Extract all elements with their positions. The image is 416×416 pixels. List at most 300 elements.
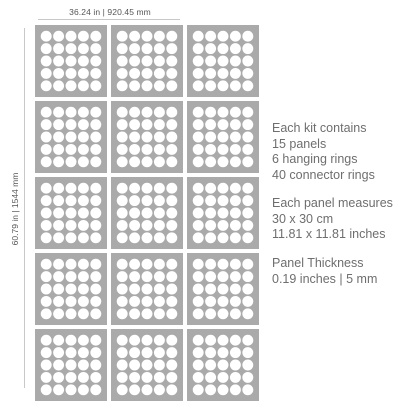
panel-hole <box>142 232 153 243</box>
panel-hole <box>242 372 253 383</box>
panel-hole <box>53 284 64 295</box>
panel-hole <box>90 296 101 307</box>
panel-hole <box>193 68 204 79</box>
panel-hole <box>218 232 229 243</box>
panel-hole <box>41 132 52 143</box>
panel-hole <box>90 335 101 346</box>
panel-hole <box>193 132 204 143</box>
panel-hole <box>142 183 153 194</box>
panel-hole <box>117 43 128 54</box>
panel <box>111 329 183 401</box>
panel-hole <box>41 296 52 307</box>
panel-hole <box>205 56 216 67</box>
panel-measurements <box>272 196 393 243</box>
kit-title: Each kit contains <box>272 121 367 135</box>
panel-hole <box>117 195 128 206</box>
panel-hole <box>66 68 77 79</box>
panel-hole <box>205 208 216 219</box>
panel-hole <box>193 31 204 42</box>
panel-hole <box>154 183 165 194</box>
panel-hole <box>78 56 89 67</box>
panel-hole <box>193 144 204 155</box>
panel-hole <box>129 31 140 42</box>
panel-hole <box>66 271 77 282</box>
panel-hole <box>41 144 52 155</box>
panel-hole <box>66 284 77 295</box>
height-dimension-label: 60.79 in | 1544 mm <box>10 172 20 246</box>
panel-hole <box>242 360 253 371</box>
panel-hole <box>129 132 140 143</box>
panel-hole <box>242 232 253 243</box>
panel-hole <box>218 347 229 358</box>
panel-hole <box>142 360 153 371</box>
panel-hole <box>41 119 52 130</box>
panel-hole <box>90 68 101 79</box>
panel-hole <box>242 144 253 155</box>
panel-hole <box>193 271 204 282</box>
panel-hole <box>218 271 229 282</box>
panel-hole <box>154 43 165 54</box>
panel-hole <box>129 144 140 155</box>
panel-hole <box>117 183 128 194</box>
panel-hole <box>90 132 101 143</box>
panel-hole <box>53 372 64 383</box>
panel-hole <box>117 296 128 307</box>
panel-hole <box>230 208 241 219</box>
panel-hole <box>142 107 153 118</box>
panel-hole <box>66 119 77 130</box>
panel-hole <box>78 372 89 383</box>
panel-hole <box>78 68 89 79</box>
panel-hole <box>193 119 204 130</box>
panel-hole <box>78 119 89 130</box>
kit-contents <box>272 121 375 183</box>
panel-hole <box>230 271 241 282</box>
panel-hole <box>117 119 128 130</box>
panel-hole <box>78 296 89 307</box>
panel-hole <box>78 80 89 91</box>
panel-hole <box>90 107 101 118</box>
panel-hole <box>129 372 140 383</box>
panel-hole <box>117 107 128 118</box>
panel-hole <box>117 144 128 155</box>
panel-hole <box>230 296 241 307</box>
panel-hole <box>90 31 101 42</box>
panel-hole <box>218 384 229 395</box>
panel-hole <box>230 31 241 42</box>
panel-hole <box>53 56 64 67</box>
panel-hole <box>66 259 77 270</box>
panel-hole <box>90 208 101 219</box>
panel-hole <box>117 68 128 79</box>
panel-hole <box>142 308 153 319</box>
panel-hole <box>230 347 241 358</box>
panel-hole <box>193 43 204 54</box>
panel-hole <box>78 107 89 118</box>
panel-hole <box>90 372 101 383</box>
panel-hole <box>142 384 153 395</box>
panel-hole <box>129 80 140 91</box>
panel-hole <box>90 347 101 358</box>
panel-hole <box>205 360 216 371</box>
panel-hole <box>129 56 140 67</box>
panel-hole <box>205 68 216 79</box>
panel-hole <box>41 195 52 206</box>
panel-hole <box>193 347 204 358</box>
panel-hole <box>230 68 241 79</box>
panel-hole <box>205 347 216 358</box>
panel-hole <box>218 80 229 91</box>
panel-hole <box>205 183 216 194</box>
panel-hole <box>90 384 101 395</box>
panel-hole <box>154 308 165 319</box>
panel-hole <box>218 220 229 231</box>
panel-hole <box>117 335 128 346</box>
panel-hole <box>242 271 253 282</box>
measure-title: Each panel measures <box>272 196 393 210</box>
panel-hole <box>41 80 52 91</box>
panel-hole <box>193 384 204 395</box>
panel-hole <box>66 232 77 243</box>
panel-hole <box>218 31 229 42</box>
panel-hole <box>90 183 101 194</box>
panel-hole <box>166 183 177 194</box>
panel-hole <box>41 384 52 395</box>
thickness-value: 0.19 inches | 5 mm <box>272 271 378 286</box>
panel-hole <box>154 335 165 346</box>
panel-hole <box>66 208 77 219</box>
width-dimension-label: 36.24 in | 920.45 mm <box>69 7 151 17</box>
panel-hole <box>66 335 77 346</box>
panel-hole <box>218 132 229 143</box>
panel-hole <box>129 208 140 219</box>
panel-hole <box>78 335 89 346</box>
panel-hole <box>90 195 101 206</box>
panel <box>187 253 259 325</box>
panel-hole <box>90 119 101 130</box>
panel-hole <box>78 195 89 206</box>
panel-hole <box>230 335 241 346</box>
panel-hole <box>142 119 153 130</box>
panel-hole <box>230 56 241 67</box>
panel-hole <box>66 107 77 118</box>
panel-hole <box>193 308 204 319</box>
panel-hole <box>129 259 140 270</box>
panel-hole <box>142 347 153 358</box>
panel-hole <box>53 220 64 231</box>
panel-hole <box>78 43 89 54</box>
panel-hole <box>117 384 128 395</box>
panel-hole <box>90 259 101 270</box>
panel-hole <box>78 384 89 395</box>
panel-hole <box>154 271 165 282</box>
panel-hole <box>242 132 253 143</box>
panel-hole <box>193 284 204 295</box>
panel-hole <box>117 259 128 270</box>
panel-thickness <box>272 256 377 287</box>
panel-hole <box>129 308 140 319</box>
panel-hole <box>205 107 216 118</box>
panel-hole <box>218 68 229 79</box>
panel-hole <box>242 43 253 54</box>
thickness-title: Panel Thickness <box>272 256 364 270</box>
panel-hole <box>166 220 177 231</box>
panel-hole <box>66 132 77 143</box>
panel-hole <box>218 156 229 167</box>
panel-hole <box>90 271 101 282</box>
kit-item-connector-rings: 40 connector rings <box>272 167 375 182</box>
panel-hole <box>142 220 153 231</box>
panel-hole <box>41 360 52 371</box>
panel-hole <box>142 80 153 91</box>
panel-hole <box>117 132 128 143</box>
panel-hole <box>41 335 52 346</box>
panel-hole <box>66 347 77 358</box>
panel-hole <box>166 259 177 270</box>
panel-hole <box>129 360 140 371</box>
panel <box>35 101 107 173</box>
panel-hole <box>66 43 77 54</box>
panel-hole <box>53 296 64 307</box>
panel-hole <box>78 360 89 371</box>
panel <box>35 177 107 249</box>
panel-hole <box>78 132 89 143</box>
panel-hole <box>78 284 89 295</box>
panel-hole <box>218 296 229 307</box>
panel-hole <box>78 308 89 319</box>
panel-hole <box>90 360 101 371</box>
panel-hole <box>230 144 241 155</box>
panel-hole <box>53 80 64 91</box>
panel-hole <box>117 156 128 167</box>
panel-hole <box>117 360 128 371</box>
panel-hole <box>205 156 216 167</box>
panel-hole <box>41 308 52 319</box>
panel-hole <box>166 335 177 346</box>
panel-hole <box>66 80 77 91</box>
panel-hole <box>142 68 153 79</box>
panel-hole <box>193 208 204 219</box>
panel-hole <box>242 195 253 206</box>
panel-hole <box>218 43 229 54</box>
panel-hole <box>193 360 204 371</box>
panel-hole <box>53 31 64 42</box>
panel-hole <box>242 107 253 118</box>
panel-hole <box>53 208 64 219</box>
panel-hole <box>242 220 253 231</box>
panel <box>187 101 259 173</box>
panel-hole <box>41 271 52 282</box>
panel-hole <box>78 232 89 243</box>
panel-hole <box>66 31 77 42</box>
panel-hole <box>53 156 64 167</box>
panel-hole <box>205 296 216 307</box>
panel-hole <box>41 347 52 358</box>
panel-hole <box>230 119 241 130</box>
panel-hole <box>117 308 128 319</box>
panel-hole <box>66 183 77 194</box>
panel <box>111 101 183 173</box>
panel-hole <box>142 31 153 42</box>
panel-hole <box>78 259 89 270</box>
panel-hole <box>242 119 253 130</box>
panel-hole <box>142 144 153 155</box>
panel-hole <box>78 183 89 194</box>
panel-hole <box>66 296 77 307</box>
panel-hole <box>66 156 77 167</box>
panel-hole <box>193 156 204 167</box>
panel-hole <box>218 119 229 130</box>
panel-hole <box>129 271 140 282</box>
panel-hole <box>41 259 52 270</box>
panel-hole <box>90 80 101 91</box>
measure-imperial: 11.81 x 11.81 inches <box>272 227 386 241</box>
panel-hole <box>154 360 165 371</box>
panel-hole <box>166 308 177 319</box>
panel-hole <box>242 80 253 91</box>
panel-hole <box>41 183 52 194</box>
panel-hole <box>154 56 165 67</box>
panel-hole <box>90 43 101 54</box>
panel-hole <box>142 259 153 270</box>
panel-hole <box>66 360 77 371</box>
panel-hole <box>205 31 216 42</box>
panel-hole <box>166 144 177 155</box>
panel-hole <box>205 43 216 54</box>
kit-item-hanging-rings: 6 hanging rings <box>272 152 358 166</box>
panel-hole <box>230 132 241 143</box>
panel-hole <box>117 56 128 67</box>
panel-hole <box>242 284 253 295</box>
panel-hole <box>129 68 140 79</box>
panel <box>187 25 259 97</box>
panel-hole <box>117 232 128 243</box>
panel-hole <box>90 156 101 167</box>
panel-hole <box>193 372 204 383</box>
panel-hole <box>154 284 165 295</box>
panel-hole <box>218 372 229 383</box>
panel-hole <box>230 43 241 54</box>
panel-hole <box>166 360 177 371</box>
panel-hole <box>166 80 177 91</box>
panel-hole <box>41 107 52 118</box>
panel-hole <box>230 220 241 231</box>
panel-hole <box>66 144 77 155</box>
panel-hole <box>117 208 128 219</box>
panel-hole <box>53 271 64 282</box>
panel <box>35 329 107 401</box>
panel-hole <box>90 56 101 67</box>
panel-hole <box>193 296 204 307</box>
panel-hole <box>242 183 253 194</box>
panel-hole <box>142 284 153 295</box>
panel-hole <box>205 259 216 270</box>
panel-hole <box>66 308 77 319</box>
panel-hole <box>193 195 204 206</box>
panel-hole <box>90 220 101 231</box>
panel-hole <box>205 384 216 395</box>
panel-hole <box>53 308 64 319</box>
panel <box>187 329 259 401</box>
panel-hole <box>205 372 216 383</box>
panel-hole <box>205 335 216 346</box>
panel-hole <box>193 183 204 194</box>
panel-hole <box>66 372 77 383</box>
panel-hole <box>154 208 165 219</box>
panel-hole <box>230 372 241 383</box>
panel-hole <box>41 43 52 54</box>
kit-item-panels: 15 panels <box>272 136 327 151</box>
panel-hole <box>218 284 229 295</box>
panel-hole <box>117 80 128 91</box>
panel-hole <box>53 195 64 206</box>
panel <box>35 25 107 97</box>
panel-hole <box>142 195 153 206</box>
panel-hole <box>90 232 101 243</box>
panel-hole <box>230 80 241 91</box>
panel-hole <box>90 284 101 295</box>
panel-hole <box>154 31 165 42</box>
panel-hole <box>166 284 177 295</box>
panel-hole <box>129 335 140 346</box>
panel-hole <box>166 56 177 67</box>
panel <box>35 253 107 325</box>
panel-hole <box>205 144 216 155</box>
panel-hole <box>205 195 216 206</box>
panel-hole <box>53 384 64 395</box>
panel-hole <box>53 183 64 194</box>
panel-hole <box>166 68 177 79</box>
panel-hole <box>242 56 253 67</box>
panel-hole <box>41 56 52 67</box>
panel-hole <box>53 144 64 155</box>
panel-hole <box>242 208 253 219</box>
panel-hole <box>78 156 89 167</box>
panel-hole <box>205 80 216 91</box>
panel-hole <box>78 220 89 231</box>
panel-hole <box>154 259 165 270</box>
panel-hole <box>205 308 216 319</box>
panel-hole <box>193 335 204 346</box>
panel-hole <box>129 183 140 194</box>
panel-hole <box>53 132 64 143</box>
panel-hole <box>142 335 153 346</box>
panel-hole <box>53 360 64 371</box>
panel-hole <box>242 156 253 167</box>
panel-hole <box>129 232 140 243</box>
panel-hole <box>66 220 77 231</box>
panel-hole <box>53 335 64 346</box>
panel-hole <box>166 296 177 307</box>
panel-hole <box>117 347 128 358</box>
panel-hole <box>117 220 128 231</box>
panel-hole <box>205 119 216 130</box>
panel-hole <box>53 232 64 243</box>
panel-hole <box>129 107 140 118</box>
panel-hole <box>142 271 153 282</box>
panel-hole <box>66 384 77 395</box>
panel-hole <box>218 107 229 118</box>
panel-hole <box>218 308 229 319</box>
panel-hole <box>66 56 77 67</box>
panel-hole <box>166 208 177 219</box>
panel-hole <box>205 132 216 143</box>
panel-hole <box>154 119 165 130</box>
panel-hole <box>166 43 177 54</box>
panel-hole <box>41 220 52 231</box>
panel-hole <box>242 31 253 42</box>
panel-hole <box>142 372 153 383</box>
